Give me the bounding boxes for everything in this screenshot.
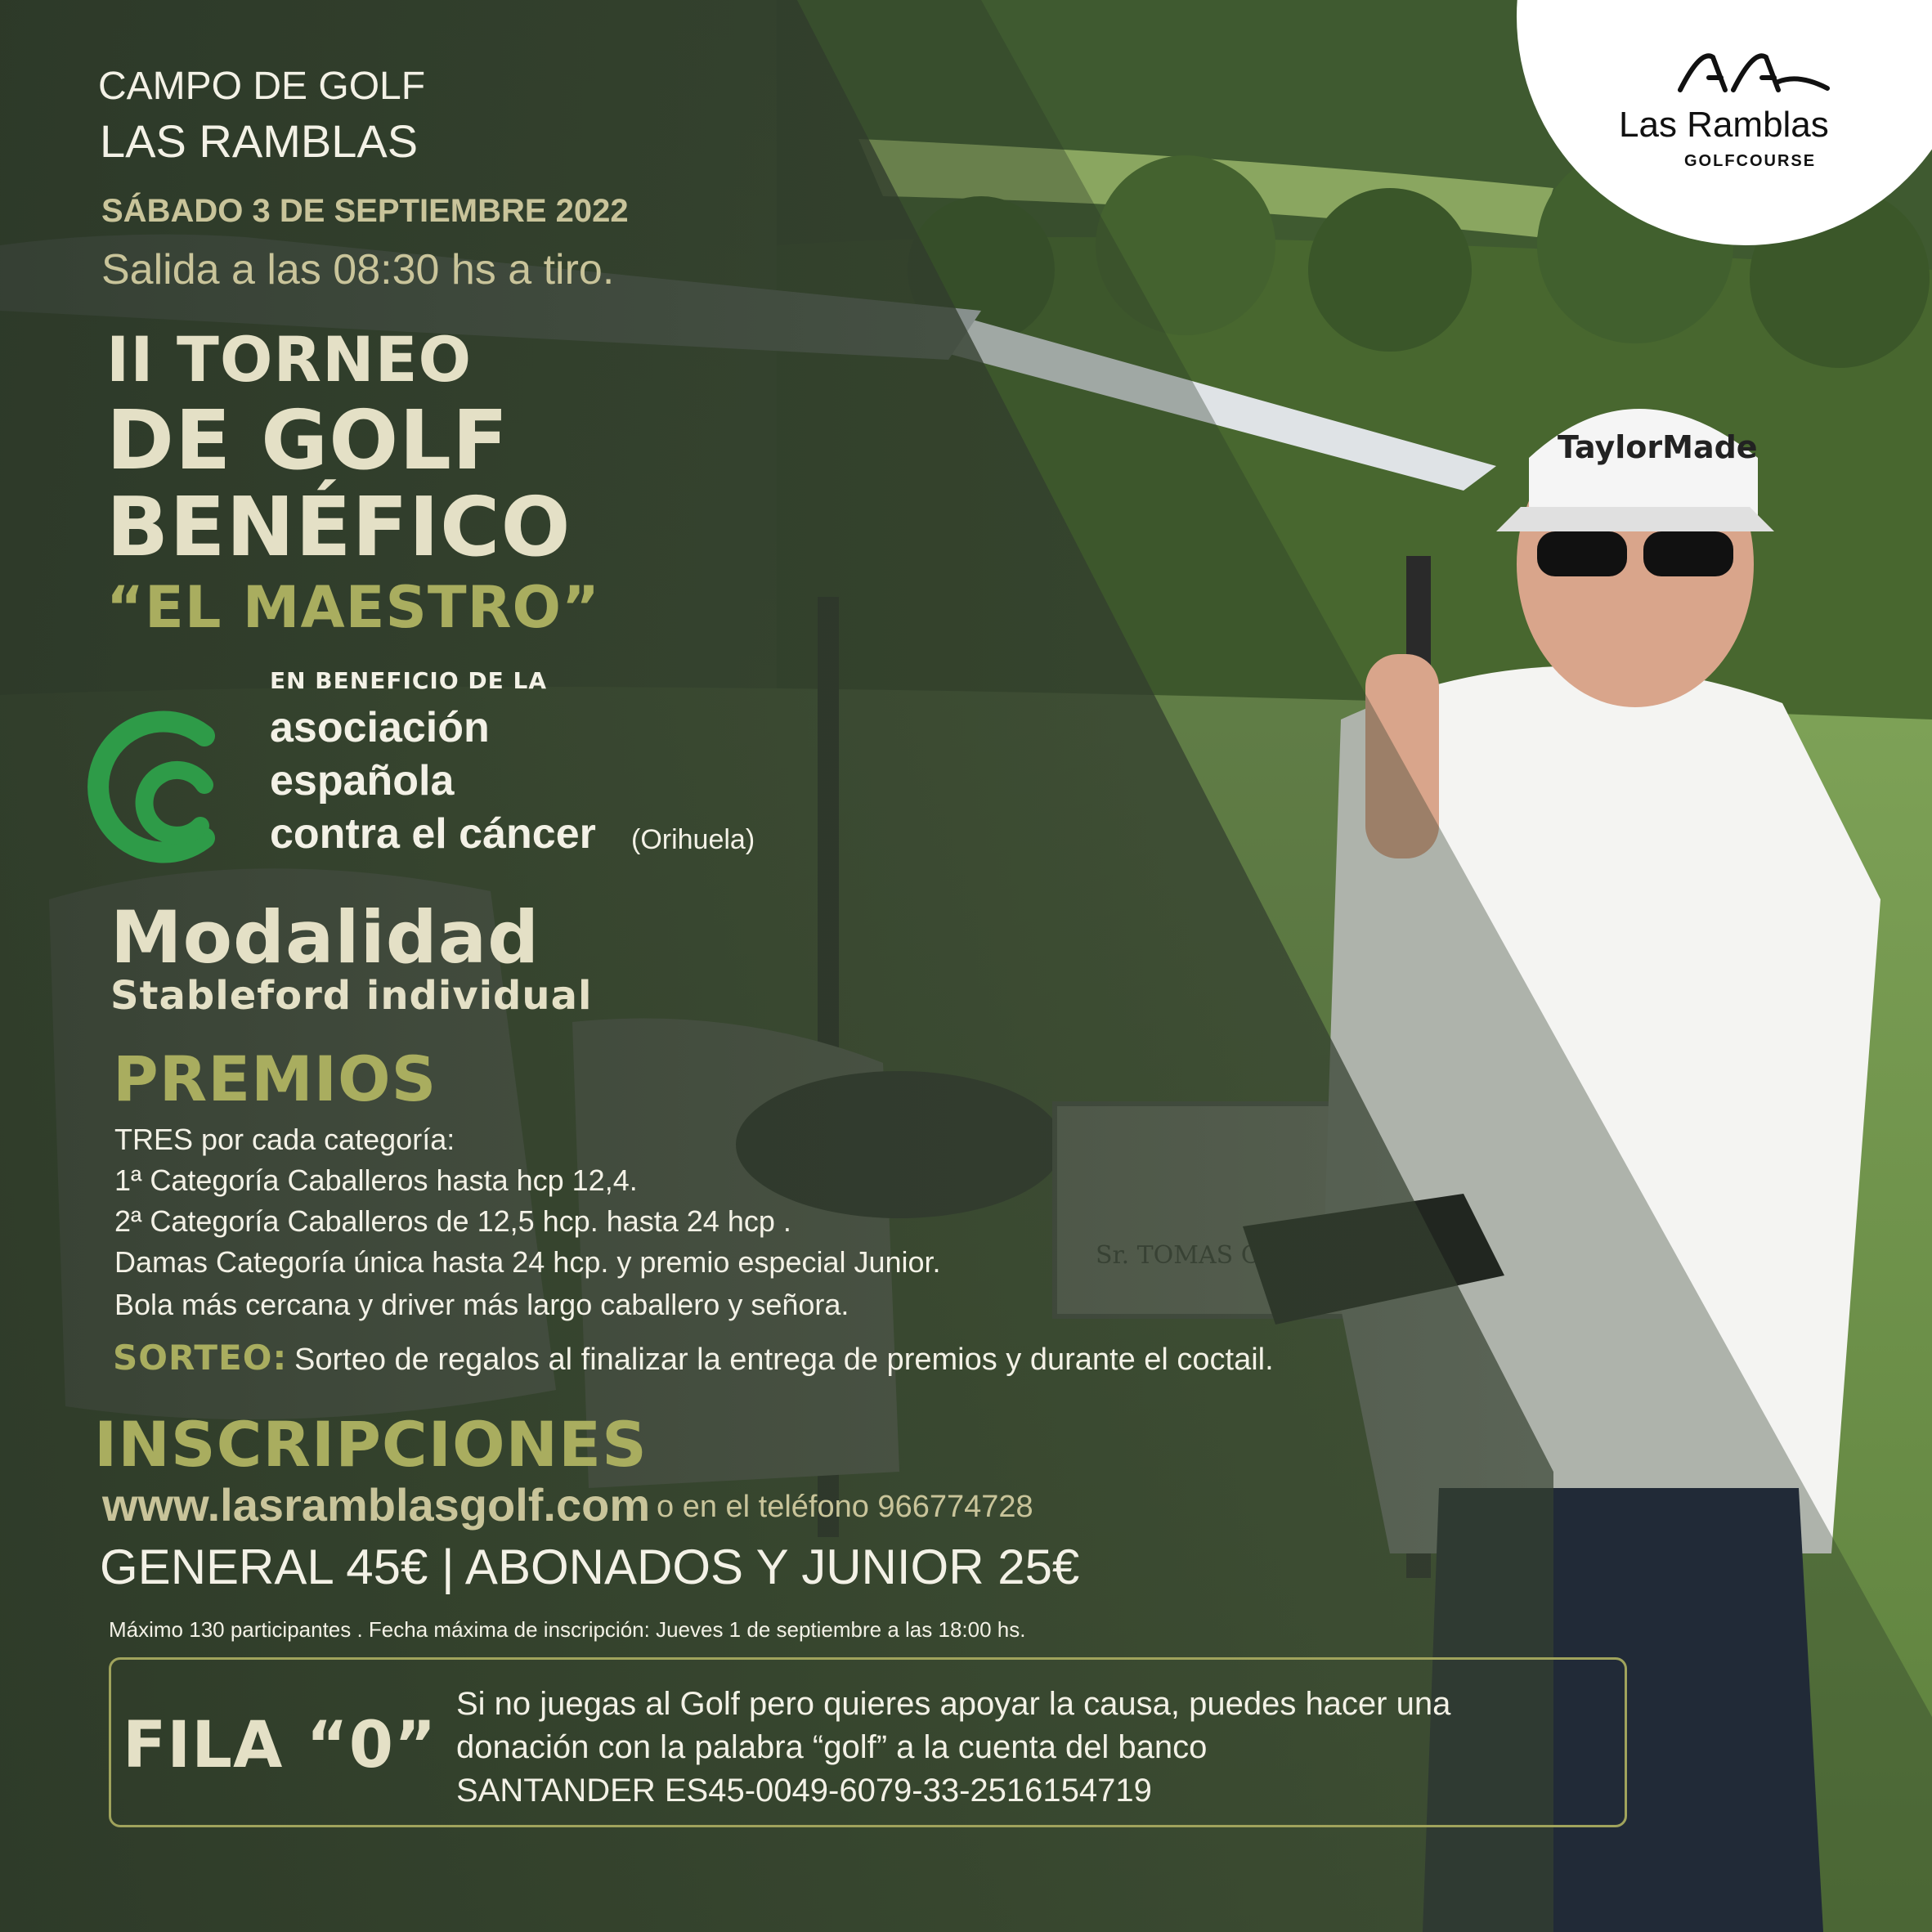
modality-heading: Modalidad	[110, 895, 540, 979]
registration-website[interactable]: www.lasramblasgolf.com	[102, 1479, 651, 1531]
modality-value: Stableford individual	[110, 973, 593, 1019]
fila-line3: SANTANDER ES45-0049-6079-33-2516154719	[456, 1773, 1152, 1809]
beneficiary-line1: asociación	[270, 704, 490, 751]
registration-prices: GENERAL 45€ | ABONADOS Y JUNIOR 25€	[100, 1540, 1080, 1594]
registration-note: Máximo 130 participantes . Fecha máxima de inscripción: Jueves 1 de septiembre a las 18:00 hs.	[109, 1617, 1026, 1642]
beneficiary-intro: EN BENEFICIO DE LA	[270, 667, 548, 694]
fila-line1: Si no juegas al Golf pero quieres apoyar la causa, puedes hacer una	[456, 1686, 1451, 1722]
logo-sub: GOLFCOURSE	[1684, 152, 1817, 170]
title-line1: II TORNEO	[106, 323, 473, 396]
aecc-logo-icon	[82, 703, 245, 867]
logo-name: Las Ramblas	[1619, 105, 1829, 145]
fila-label: FILA “0”	[123, 1709, 437, 1782]
beneficiary-line2: española	[270, 757, 455, 805]
prize-item: 1ª Categoría Caballeros hasta hcp 12,4.	[114, 1163, 638, 1197]
title-line2: DE GOLF	[106, 392, 509, 488]
title-line4: “EL MAESTRO”	[106, 574, 601, 641]
prize-item: 2ª Categoría Caballeros de 12,5 hcp. hasta 24 hcp .	[114, 1204, 791, 1238]
beneficiary-location: (Orihuela)	[631, 824, 755, 855]
draw-text: Sorteo de regalos al finalizar la entrega de premios y durante el coctail.	[294, 1343, 1274, 1377]
registration-heading: INSCRIPCIONES	[94, 1408, 648, 1481]
cap-logo-text: TaylorMade	[1558, 429, 1758, 465]
venue-line1: CAMPO DE GOLF	[98, 65, 426, 108]
las-ramblas-logo-icon	[1676, 49, 1831, 98]
prizes-heading: PREMIOS	[113, 1042, 437, 1115]
draw-label: SORTEO:	[113, 1338, 288, 1378]
beneficiary-line3: contra el cáncer	[270, 810, 596, 858]
venue-line2: LAS RAMBLAS	[100, 115, 419, 167]
prize-item: TRES por cada categoría:	[114, 1123, 455, 1156]
fila-line2: donación con la palabra “golf” a la cuenta del banco	[456, 1729, 1208, 1765]
event-date: SÁBADO 3 DE SEPTIEMBRE 2022	[101, 193, 629, 229]
registration-phone: o en el teléfono 966774728	[657, 1490, 1033, 1524]
title-line3: BENÉFICO	[106, 479, 572, 575]
start-time: Salida a las 08:30 hs a tiro.	[101, 246, 615, 294]
prize-item: Bola más cercana y driver más largo caballero y señora.	[114, 1288, 849, 1321]
prize-item: Damas Categoría única hasta 24 hcp. y premio especial Junior.	[114, 1245, 941, 1279]
